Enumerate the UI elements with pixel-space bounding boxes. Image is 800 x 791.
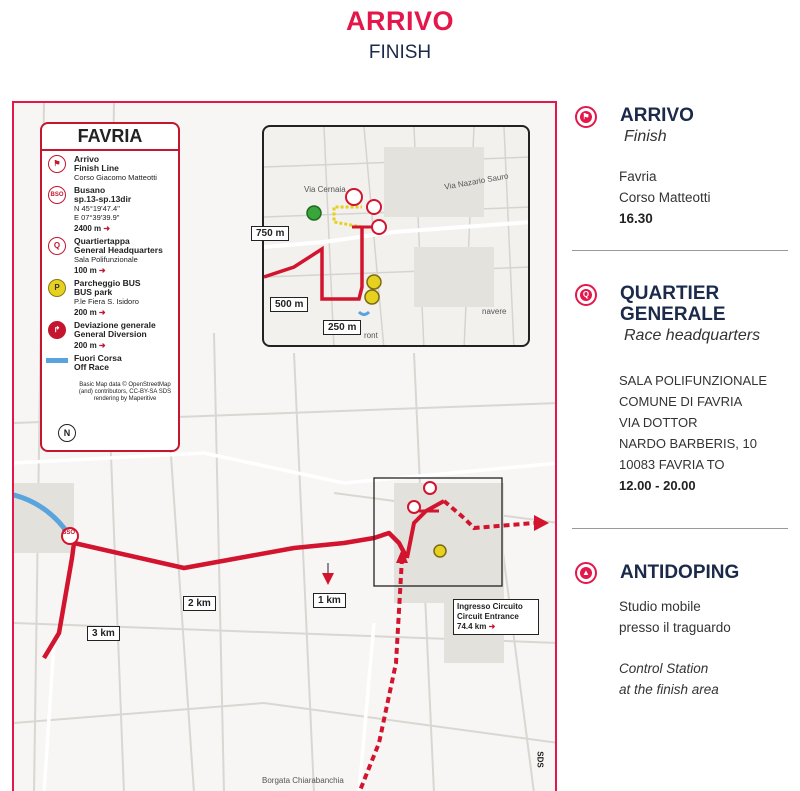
bso-icon: BSO [48, 186, 66, 204]
legend-credits: Basic Map data © OpenStreetMap (and) contributors, CC-BY-SA SDS rendering by Maperitive [78, 382, 172, 402]
bso-label: BSO [62, 530, 76, 536]
headquarters-icon: Q [575, 284, 597, 306]
off-race-arrow-icon [46, 358, 68, 363]
arrow-right-icon: ➜ [103, 224, 111, 233]
headquarters-icon: Q [48, 237, 66, 255]
arrow-right-icon: ➜ [488, 622, 496, 631]
qg-title2: GENERALE [620, 304, 726, 325]
qg-l2: COMUNE DI FAVRIA [619, 394, 743, 409]
ad-l4: at the finish area [619, 682, 719, 697]
legend-bus-addr: P.le Fiera S. Isidoro [74, 297, 139, 306]
page-title: ARRIVO [345, 6, 454, 36]
legend-fuori-l1: Fuori Corsa [74, 353, 122, 363]
ad-l1: Studio mobile [619, 599, 701, 614]
inset-distance-750: 750 m [251, 226, 289, 241]
street-fronte: ront [364, 331, 378, 340]
entry-line1: Ingresso Circuito [457, 602, 523, 611]
legend-busano-l2: sp.13-sp.13dir [74, 194, 132, 204]
legend-busano-l1: Busano [74, 185, 106, 195]
qg-l5: 10083 FAVRIA TO [619, 457, 725, 472]
map-legend [40, 122, 180, 452]
street-via-nazario-sauro: Via Nazario Sauro [443, 171, 510, 192]
legend-diversion [46, 321, 174, 350]
legend-dev-dist: 200 m [74, 341, 97, 350]
inset-distance-250: 250 m [323, 320, 361, 335]
street-navere: navere [482, 307, 507, 316]
finish-line-icon: ⚑ [48, 155, 66, 173]
arrivo-title: ARRIVO [620, 105, 694, 126]
divider [572, 250, 788, 251]
page-subtitle: FINISH [368, 42, 432, 63]
legend-busano-c1: N 45°19'47.4" [74, 204, 120, 213]
qg-l1: SALA POLIFUNZIONALE [619, 373, 768, 388]
qg-title [620, 283, 726, 325]
legend-fuori-l2: Off Race [74, 362, 109, 372]
circuit-entrance-box [453, 599, 539, 635]
entry-dist: 74.4 km [457, 622, 487, 631]
legend-qt-l2: General Headquarters [74, 245, 163, 255]
arrow-right-icon: ➜ [98, 266, 106, 275]
ad-l2: presso il traguardo [619, 620, 731, 635]
antidoping-title: ANTIDOPING [620, 562, 740, 583]
distance-1km: 1 km [313, 593, 346, 608]
antidoping-body [619, 596, 731, 700]
qg-hours: 12.00 - 20.00 [619, 478, 696, 493]
legend-busano-c2: E 07°39'39.9" [74, 213, 120, 222]
qg-body [619, 370, 767, 496]
arrivo-time: 16.30 [619, 211, 653, 226]
bus-park-icon: P [48, 279, 66, 297]
arrivo-l2: Corso Matteotti [619, 190, 711, 205]
legend-finish-l2: Finish Line [74, 163, 119, 173]
divider [572, 528, 788, 529]
ad-l3: Control Station [619, 661, 709, 676]
qg-l4: NARDO BARBERIS, 10 [619, 436, 757, 451]
street-via-cernaia: Via Cernaia [304, 185, 346, 194]
diversion-icon: ↱ [48, 321, 66, 339]
legend-bus-park [46, 279, 174, 317]
legend-finish-l1: Arrivo [74, 154, 100, 164]
legend-busano-dist: 2400 m [74, 224, 102, 233]
distance-3km: 3 km [87, 626, 120, 641]
qg-title1: QUARTIER [620, 283, 720, 304]
arrivo-body [619, 166, 711, 229]
entry-line2: Circuit Entrance [457, 612, 519, 621]
legend-bus-l2: BUS park [74, 287, 113, 297]
finish-line-icon: ⚑ [575, 106, 597, 128]
legend-finish [46, 155, 174, 182]
inset-bus-route [334, 207, 362, 227]
arrivo-l1: Favria [619, 169, 657, 184]
antidoping-icon: ▲ [575, 562, 597, 584]
sds-mark: SDS [535, 751, 545, 768]
legend-qt-l1: Quartiertappa [74, 236, 130, 246]
arrow-right-icon: ➜ [98, 308, 106, 317]
legend-title: FAVRIA [42, 124, 178, 151]
inset-map [262, 125, 530, 347]
legend-qt-dist: 100 m [74, 266, 97, 275]
place-label: Borgata Chiarabanchia [262, 776, 344, 785]
legend-off-race [46, 354, 174, 376]
legend-headquarters [46, 237, 174, 275]
qg-l3: VIA DOTTOR [619, 415, 698, 430]
arrivo-sub: Finish [624, 128, 667, 145]
legend-bus-l1: Parcheggio BUS [74, 278, 141, 288]
qg-sub: Race headquarters [624, 327, 761, 344]
legend-finish-addr: Corso Giacomo Matteotti [74, 173, 157, 182]
legend-dev-l2: General Diversion [74, 329, 147, 339]
legend-bus-dist: 200 m [74, 308, 97, 317]
north-arrow-icon: N [58, 424, 76, 442]
distance-2km: 2 km [183, 596, 216, 611]
legend-qt-addr: Sala Polifunzionale [74, 255, 138, 264]
legend-busano [46, 186, 174, 233]
arrow-right-icon: ➜ [98, 341, 106, 350]
legend-dev-l1: Deviazione generale [74, 320, 156, 330]
inset-distance-500: 500 m [270, 297, 308, 312]
